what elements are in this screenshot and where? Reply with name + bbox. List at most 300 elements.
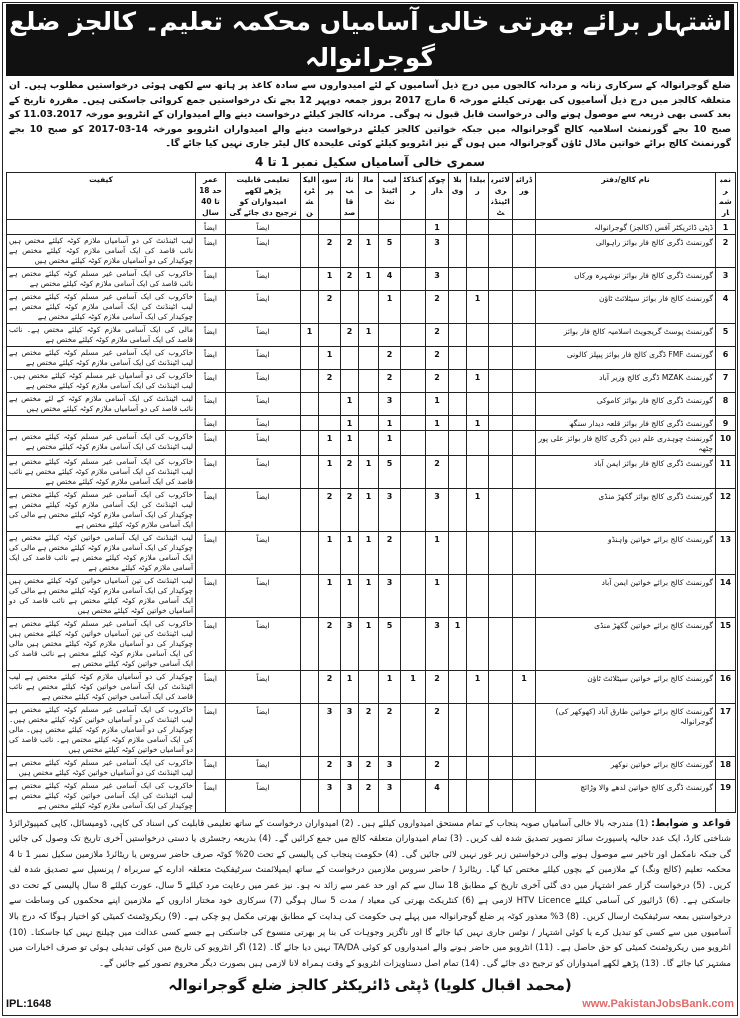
vacancy-count — [301, 455, 319, 488]
column-header: سویپر — [319, 172, 341, 219]
row-number: 4 — [716, 290, 736, 323]
vacancy-count — [467, 574, 489, 617]
column-header: بیلدار — [467, 172, 489, 219]
watermark: www.PakistanJobsBank.com — [582, 998, 734, 1011]
ipl-number: IPL:1648 — [6, 998, 52, 1011]
vacancy-count: 1 — [359, 234, 379, 267]
college-name: گورنمنٹ کالج برائے خواتین ایمن آباد — [536, 574, 716, 617]
table-row — [7, 670, 736, 703]
table-row — [7, 617, 736, 670]
vacancy-count — [489, 430, 513, 455]
column-header: الیکٹریشن — [301, 172, 319, 219]
vacancy-count — [467, 756, 489, 779]
vacancy-count — [401, 703, 426, 756]
remarks-cell: لیب اٹینڈنٹ کی ایک آسامی خواتین کوٹہ کیلئے مختص ہے چوکیدار کی ایک آسامی ملازم کوٹہ کیلئے مختص ہے مالی کی ایک آسامی ملازم کوٹہ کیلئے مختص ہے نائب قاصد کی ایک آسامی ملازم کوٹہ کیلئے مختص ہے — [7, 531, 196, 574]
college-name: گورنمنٹ کالج برائے خواتین سیٹلائٹ ٹاؤن — [536, 670, 716, 703]
remarks-cell: خاکروب کی ایک آسامی غیر مسلم کوٹہ کیلئے مختص ہے لیب اٹینڈنٹ کی ایک آسامی خواتین کوٹہ کیلئے مختص ہے چوکیدار کی ایک آسامی ملازم کوٹہ کیلئے مختص ہے — [7, 779, 196, 812]
vacancy-count — [513, 346, 536, 369]
vacancy-count — [359, 290, 379, 323]
vacancy-count: 1 — [426, 392, 449, 415]
vacancy-count — [467, 430, 489, 455]
vacancy-count: 2 — [359, 756, 379, 779]
vacancy-count — [379, 323, 401, 346]
table-row — [7, 392, 736, 415]
college-name: گورنمنٹ FMF ڈگری کالج فار بوائز پیپلز کالونی — [536, 346, 716, 369]
age-cell: ایضاً — [196, 455, 226, 488]
vacancy-count: 2 — [319, 670, 341, 703]
remarks-cell: خاکروب کی ایک آسامی غیر مسلم کوٹہ کیلئے مختص ہے لیب اٹینڈنٹ کی دو آسامیاں خواتین کوٹہ کیلئے مختص ہیں۔ چوکیدار کی دو آسامیاں ملازم کوٹہ کیلئے مختص ہیں۔ مالی کی ایک آسامی ملازم کوٹہ کیلئے مختص ہے۔ نائب قاصد کی دو آسامیاں خواتین کوٹہ کیلئے مختص ہیں — [7, 703, 196, 756]
vacancy-count: 2 — [379, 703, 401, 756]
remarks-cell: خاکروب کی ایک آسامی غیر مسلم کوٹہ کیلئے مختص ہے لیب اٹینڈنٹ کی دو آسامیاں خواتین کوٹہ کیلئے مختص ہیں — [7, 756, 196, 779]
vacancy-count: 1 — [467, 415, 489, 430]
remarks-cell: لیب اٹینڈنٹ کی دو آسامیاں ملازم کوٹہ کیلئے مختص ہیں نائب قاصد کی ایک آسامی ملازم کوٹہ کیلئے مختص ہے چوکیدار کی دو آسامیاں ملازم کوٹہ کیلئے مختص ہیں — [7, 234, 196, 267]
vacancy-count — [513, 415, 536, 430]
vacancy-count: 2 — [319, 617, 341, 670]
vacancy-count: 2 — [319, 369, 341, 392]
vacancy-count — [489, 415, 513, 430]
vacancy-count — [467, 779, 489, 812]
column-header: لائبریری اٹینڈنٹ — [489, 172, 513, 219]
vacancy-count: 4 — [426, 779, 449, 812]
vacancy-count: 1 — [359, 323, 379, 346]
column-header: نمبر شمار — [716, 172, 736, 219]
vacancy-count — [513, 574, 536, 617]
row-number: 17 — [716, 703, 736, 756]
education-cell: ایضاً — [226, 574, 301, 617]
vacancy-count: 3 — [379, 574, 401, 617]
row-number: 12 — [716, 488, 736, 531]
vacancy-count: 3 — [379, 779, 401, 812]
age-cell: ایضاً — [196, 430, 226, 455]
vacancy-count — [513, 219, 536, 234]
college-name: گورنمنٹ ڈگری کالج فار بوائز کاموکی — [536, 392, 716, 415]
table-row — [7, 369, 736, 392]
vacancy-count — [401, 779, 426, 812]
age-cell: ایضاً — [196, 392, 226, 415]
vacancy-count — [449, 234, 467, 267]
age-cell: ایضاً — [196, 617, 226, 670]
vacancy-count: 2 — [359, 779, 379, 812]
table-row — [7, 703, 736, 756]
table-row — [7, 779, 736, 812]
column-header: کنڈکٹر — [401, 172, 426, 219]
age-cell: ایضاً — [196, 290, 226, 323]
vacancy-count — [513, 779, 536, 812]
vacancy-count — [449, 703, 467, 756]
vacancy-count — [467, 234, 489, 267]
college-name: گورنمنٹ کالج برائے خواتین گکھڑ منڈی — [536, 617, 716, 670]
vacancy-count — [489, 392, 513, 415]
row-number: 19 — [716, 779, 736, 812]
vacancy-count: 1 — [467, 670, 489, 703]
column-header: بلاوی — [449, 172, 467, 219]
vacancy-count — [489, 267, 513, 290]
college-name: گورنمنٹ ڈگری کالج خواتین لدھے والا وڑائچ — [536, 779, 716, 812]
vacancy-count: 2 — [426, 290, 449, 323]
rules-heading: قواعد و ضوابط: — [651, 817, 732, 829]
vacancy-count: 2 — [341, 323, 359, 346]
age-cell: ایضاً — [196, 323, 226, 346]
vacancy-count: 1 — [379, 415, 401, 430]
vacancy-count: 3 — [341, 617, 359, 670]
college-name: گورنمنٹ کالج برائے خواتین طارق آباد (کھوکھر کی) گوجرانوالہ — [536, 703, 716, 756]
vacancy-count: 2 — [341, 234, 359, 267]
vacancy-count: 2 — [341, 267, 359, 290]
table-header-row — [7, 172, 736, 219]
vacancy-count — [449, 290, 467, 323]
education-cell: ایضاً — [226, 415, 301, 430]
vacancy-count — [379, 219, 401, 234]
age-cell: ایضاً — [196, 531, 226, 574]
vacancy-count — [449, 756, 467, 779]
table-row — [7, 430, 736, 455]
vacancy-count — [426, 430, 449, 455]
vacancy-count — [301, 779, 319, 812]
vacancy-count — [301, 267, 319, 290]
remarks-cell: مالی کی ایک آسامی ملازم کوٹہ کیلئے مختص ہے۔ نائب قاصد کی ایک آسامی ملازم کوٹہ کیلئے مختص ہے — [7, 323, 196, 346]
vacancy-count — [467, 267, 489, 290]
vacancy-count — [301, 430, 319, 455]
vacancy-count — [341, 369, 359, 392]
vacancy-count: 3 — [341, 703, 359, 756]
vacancy-count: 1 — [513, 670, 536, 703]
vacancy-count — [359, 369, 379, 392]
vacancy-count: 1 — [341, 574, 359, 617]
vacancy-count — [401, 430, 426, 455]
vacancy-count: 1 — [379, 430, 401, 455]
vacancy-count: 1 — [341, 415, 359, 430]
education-cell: ایضاً — [226, 290, 301, 323]
vacancy-count — [319, 392, 341, 415]
college-name: گورنمنٹ ڈگری کالج بوائز گکھڑ منڈی — [536, 488, 716, 531]
vacancy-count: 1 — [359, 267, 379, 290]
vacancy-count — [359, 392, 379, 415]
vacancy-count — [489, 779, 513, 812]
vacancy-count: 1 — [359, 455, 379, 488]
table-row — [7, 323, 736, 346]
age-cell: ایضاً — [196, 415, 226, 430]
vacancy-count: 3 — [319, 703, 341, 756]
education-cell: ایضاً — [226, 346, 301, 369]
vacancy-count — [301, 369, 319, 392]
vacancy-count — [449, 346, 467, 369]
vacancy-count — [467, 392, 489, 415]
remarks-cell: خاکروب کی ایک آسامی غیر مسلم کوٹہ کیلئے مختص ہے لیب اٹینڈنٹ کی ایک آسامی ملازم کوٹہ کیلئے مختص ہے — [7, 346, 196, 369]
college-name: گورنمنٹ ڈگری کالج فار بوائز نوشہرہ ورکاں — [536, 267, 716, 290]
vacancy-count: 1 — [319, 574, 341, 617]
college-name: گورنمنٹ ڈگری کالج فار بوائز ایمن آباد — [536, 455, 716, 488]
vacancy-count — [449, 430, 467, 455]
remarks-cell: چوکیدار کی دو آسامیاں ملازم کوٹہ کیلئے مختص ہے لیب اٹینڈنٹ کی ایک آسامی خواتین کوٹہ کیلئے مختص ہے نائب قاصد کی ایک آسامی خواتین کوٹہ کیلئے مختص ہے — [7, 670, 196, 703]
vacancy-count: 2 — [379, 369, 401, 392]
vacancy-count — [449, 574, 467, 617]
ad-intro: ضلع گوجرانوالہ کے سرکاری زنانہ و مردانہ کالجوں میں درج ذیل آسامیوں کے لئے امیدواروں سے سادہ کاغذ پر ہاتھ سے لکھی ہوئی درخواستیں مطلوب ہیں۔ ان متعلقہ کالجز میں درج ذیل آسامیوں کی بھرتی کیلئے مورخہ 6 مارچ 2017 بروز جمعہ دوپہر 12 بجے تک درخواستیں جمع کروائی جاسکتی ہیں۔ مقررہ تاریخ کے بعد کسی بھی ذریعہ سے موصول ہونے والی درخواست قابل قبول نہ ہوگی۔ مردانہ کالجز کیلئے درخواست دینے والے امیدواران کے انٹرویو مورخہ 11.03.2017 کو صبح 10 بجے گورنمنٹ اسلامیہ کالج گوجرانوالہ میں جبکہ خواتین کالجز کیلئے درخواست دینے والے امیدواران انٹرویو مورخہ 14-03-2017 کو صبح 10 بجے گورنمنٹ کالج برائے خواتین ماڈل ٹاؤن گوجرانوالہ میں ہوں گے نیز انٹرویو کیلئے کوئی علیحدہ کال لیٹر جاری نہیں کیا جائے گا۔ — [9, 80, 732, 149]
vacancy-count: 3 — [426, 617, 449, 670]
row-number: 11 — [716, 455, 736, 488]
age-cell: ایضاً — [196, 234, 226, 267]
vacancy-count — [449, 267, 467, 290]
vacancy-count: 1 — [301, 323, 319, 346]
vacancy-count — [449, 219, 467, 234]
vacancy-count: 2 — [319, 290, 341, 323]
vacancies-table — [6, 172, 736, 813]
row-number: 6 — [716, 346, 736, 369]
vacancy-count: 1 — [379, 670, 401, 703]
vacancy-count: 1 — [426, 415, 449, 430]
vacancy-count — [467, 617, 489, 670]
vacancy-count: 3 — [341, 779, 359, 812]
vacancy-count — [489, 346, 513, 369]
table-row — [7, 574, 736, 617]
column-header: نام کالج/دفتر — [536, 172, 716, 219]
rules-section — [9, 816, 731, 973]
vacancy-count — [301, 756, 319, 779]
vacancy-count: 2 — [319, 234, 341, 267]
vacancy-count — [401, 267, 426, 290]
age-cell: ایضاً — [196, 488, 226, 531]
vacancy-count — [401, 531, 426, 574]
vacancy-count: 2 — [359, 703, 379, 756]
vacancy-count — [513, 323, 536, 346]
vacancy-count: 2 — [426, 323, 449, 346]
vacancy-count — [489, 290, 513, 323]
column-header: مالی — [359, 172, 379, 219]
vacancy-count — [301, 488, 319, 531]
vacancy-count: 1 — [426, 219, 449, 234]
vacancy-count — [401, 323, 426, 346]
education-cell: ایضاً — [226, 323, 301, 346]
vacancy-count: 2 — [426, 346, 449, 369]
vacancy-count — [449, 531, 467, 574]
education-cell: ایضاً — [226, 779, 301, 812]
vacancy-count — [449, 369, 467, 392]
vacancy-count — [513, 455, 536, 488]
row-number: 13 — [716, 531, 736, 574]
advertisement-frame — [2, 2, 738, 1016]
age-cell: ایضاً — [196, 346, 226, 369]
remarks-cell: خاکروب کی دو آسامیاں غیر مسلم کوٹہ کیلئے مختص ہیں۔ لیب اٹینڈنٹ کی ایک آسامی ملازم کوٹہ کیلئے مختص ہے — [7, 369, 196, 392]
column-header: تعلیمی قابلیت پڑھے لکھے امیدواران کو ترجیح دی جائے گی — [226, 172, 301, 219]
vacancy-count — [359, 415, 379, 430]
vacancy-count — [467, 346, 489, 369]
vacancy-count: 1 — [467, 290, 489, 323]
vacancy-count: 5 — [379, 617, 401, 670]
education-cell: ایضاً — [226, 455, 301, 488]
vacancy-count: 1 — [467, 488, 489, 531]
vacancy-count — [489, 455, 513, 488]
education-cell: ایضاً — [226, 219, 301, 234]
vacancy-count: 1 — [401, 670, 426, 703]
table-subtitle: سمری خالی آسامیاں سکیل نمبر 1 تا 4 — [255, 154, 485, 169]
vacancy-count — [489, 670, 513, 703]
vacancy-count — [489, 488, 513, 531]
vacancy-count — [301, 392, 319, 415]
vacancy-count: 2 — [379, 531, 401, 574]
vacancy-count — [449, 779, 467, 812]
vacancy-count: 2 — [426, 455, 449, 488]
vacancy-count — [467, 219, 489, 234]
row-number: 16 — [716, 670, 736, 703]
vacancy-count: 2 — [426, 369, 449, 392]
college-name: گورنمنٹ MZAK ڈگری کالج وزیر آباد — [536, 369, 716, 392]
vacancy-count: 3 — [319, 779, 341, 812]
vacancy-count: 1 — [341, 430, 359, 455]
vacancy-count: 1 — [341, 531, 359, 574]
remarks-cell: خاکروب کی ایک آسامی غیر مسلم کوٹہ کیلئے مختص ہے لیب اٹینڈنٹ کی ایک آسامی ملازم کوٹہ کیلئے مختص ہے چوکیدار کی ایک آسامی ملازم کوٹہ کیلئے مختص ہے — [7, 290, 196, 323]
vacancy-count — [401, 346, 426, 369]
vacancy-count — [513, 234, 536, 267]
row-number: 1 — [716, 219, 736, 234]
vacancy-count — [319, 219, 341, 234]
vacancy-count: 1 — [359, 574, 379, 617]
vacancy-count: 1 — [426, 531, 449, 574]
row-number: 14 — [716, 574, 736, 617]
column-header: کیفیت — [7, 172, 196, 219]
vacancy-count — [489, 219, 513, 234]
vacancy-count: 2 — [341, 455, 359, 488]
row-number: 10 — [716, 430, 736, 455]
vacancy-count — [401, 756, 426, 779]
vacancy-count: 1 — [341, 392, 359, 415]
vacancy-count — [359, 670, 379, 703]
vacancy-count — [301, 290, 319, 323]
vacancy-count — [489, 703, 513, 756]
education-cell: ایضاً — [226, 488, 301, 531]
column-header: چوکیدار — [426, 172, 449, 219]
vacancy-count: 3 — [341, 756, 359, 779]
education-cell: ایضاً — [226, 267, 301, 290]
remarks-cell: خاکروب کی ایک آسامی غیر مسلم کوٹہ کیلئے مختص ہے لیب اٹینڈنٹ کی ایک آسامی ملازم کوٹہ کیلئے مختص ہے چوکیدار کی ایک آسامی ملازم کوٹہ کیلئے مختص ہے مالی کی ایک آسامی ملازم کوٹہ کیلئے مختص ہے — [7, 488, 196, 531]
age-cell: ایضاً — [196, 670, 226, 703]
age-cell: ایضاً — [196, 779, 226, 812]
vacancy-count — [489, 323, 513, 346]
vacancy-count — [301, 574, 319, 617]
vacancy-count — [513, 290, 536, 323]
vacancy-count — [513, 703, 536, 756]
table-row — [7, 267, 736, 290]
vacancy-count — [401, 369, 426, 392]
vacancy-count — [449, 415, 467, 430]
vacancy-count: 3 — [379, 756, 401, 779]
vacancy-count — [489, 234, 513, 267]
vacancy-count — [319, 415, 341, 430]
table-row — [7, 290, 736, 323]
college-name: گورنمنٹ کالج برائے خواتین نوکھر — [536, 756, 716, 779]
vacancy-count — [341, 346, 359, 369]
vacancy-count — [301, 617, 319, 670]
row-number: 5 — [716, 323, 736, 346]
education-cell: ایضاً — [226, 392, 301, 415]
column-header: نائب قاصد — [341, 172, 359, 219]
education-cell: ایضاً — [226, 756, 301, 779]
vacancy-count: 3 — [379, 392, 401, 415]
remarks-cell: خاکروب کی ایک آسامی غیر مسلم کوٹہ کیلئے مختص ہے لیب اٹینڈنٹ کی ایک آسامی ملازم کوٹہ کیلئے مختص ہے — [7, 430, 196, 455]
college-name: گورنمنٹ چوہدری علم دین ڈگری کالج فار بوائز علی پور چٹھہ — [536, 430, 716, 455]
vacancy-count — [301, 234, 319, 267]
vacancy-count — [401, 392, 426, 415]
signature: (محمد اقبال کلویا) ڈپٹی ڈائریکٹر کالجز ضلع گوجرانوالہ — [168, 976, 572, 995]
vacancy-count: 1 — [359, 531, 379, 574]
row-number: 2 — [716, 234, 736, 267]
vacancy-count — [401, 574, 426, 617]
vacancy-count — [513, 430, 536, 455]
education-cell: ایضاً — [226, 234, 301, 267]
vacancy-count: 2 — [341, 488, 359, 531]
vacancy-count: 5 — [379, 234, 401, 267]
age-cell: ایضاً — [196, 219, 226, 234]
vacancy-count — [467, 455, 489, 488]
rules-text: (1) مندرجہ بالا خالی آسامیاں صوبہ پنجاب کے تمام مستحق امیدواروں کیلئے ہیں۔ (2) امیدواران درخواست کے ساتھ تعلیمی قابلیت کی اسناد کی کاپی، ڈومیسائل، کاپی کمپیوٹرائزڈ شناختی کارڈ، ایک عدد حالیہ پاسپورٹ سائز تصویر تصدیق شدہ لف کریں۔ (3) تمام امیدواران متعلقہ کالج میں جمع کرائیں گے۔ (4) بذریعہ رجسٹری یا دستی درخواستیں آخری تاریخ تک وصول کی جائیں گی جبکہ نامکمل اور تاخیر سے موصول ہونے والی درخواستیں زیر غور نہیں لائی جائیں گی۔ (4) حکومت پنجاب کی پالیسی کے تحت 20% کوٹہ صرف حاضر سروس یا ریٹائرڈ ملازمین سکیل نمبر 1 تا 4 محکمہ تعلیم (کالج ونگ) کے ملازمین کے بچوں کیلئے مختص کیا گیا۔ ریٹائرڈ / حاضر سروس ملازمین درخواست کے ساتھ ایمپلائمنٹ سرٹیفکیٹ متعلقہ ادارے کے سربراہ / پرنسپل سے تصدیق شدہ لف کریں۔ (5) درخواست گزار عمر اشتہار میں دی گئی آخری تاریخ کے مطابق 18 سال سے کم اور حد عمر سے زائد نہ ہو۔ نیز عمر میں رعایت مرد کیلئے 5 سال، عورت کیلئے 8 سال پالیسی کے تحت دی جاسکتی ہے۔ (6) ڈرائیور کی آسامی کیلئے HTV Licence لازمی ہے (6) کنٹریکٹ بھرتی کی معیاد / مدت 5 سال ہوگی (7) سرکاری خود مختار اداروں کے ملازمین اپنے محکموں کی وساطت سے درخواستیں بمعہ سرٹیفکیٹ ارسال کریں۔ (8) 3% معذور کوٹہ پر ضلع گوجرانوالہ میں پہلے ہی حکومت کی ہدایت کے مطابق بھرتی مکمل ہو چکی ہے۔ (9) ریکروٹمنٹ کمیٹی کو اختیار ہوگا کہ درج بالا آسامیوں میں سے کسی کو تبدیل کرے یا کوئی اشتہار / نوٹس جاری نہیں کیا جائے گا اور ناگزیر وجوہات کی بنا پر بھرتی منسوخ کی جاسکتی ہے جسے کسی عدالت میں چیلنج نہیں کیا جاسکتا۔ (10) انٹرویو میں ریکروٹمنٹ کمیٹی کو حق حاصل ہے۔ (11) انٹرویو میں حاضر ہونے والے امیدواروں کو کوئی TA/DA نہیں دیا جائے گا۔ (12) اگر انٹرویو کی تاریخ میں کوئی تبدیلی ہوئی تو صرف اخبارات میں مشتہر کیا جائے گا۔ (13) پڑھے لکھے امیدواران کو ترجیح دی جائے گی۔ (14) تمام اصل دستاویزات انٹرویو کے وقت ہمراہ لانا لازمی ہیں بصورت دیگر محروم تصور کیے جائیں گے۔ — [9, 818, 732, 969]
table-row — [7, 346, 736, 369]
remarks-cell: خاکروب کی ایک آسامی غیر مسلم کوٹہ کیلئے مختص ہے لیب اٹینڈنٹ کی ایک آسامی ملازم کوٹہ کیلئے مختص ہے نائب قاصد کی ایک آسامی ملازم کوٹہ کیلئے مختص ہے — [7, 455, 196, 488]
remarks-cell: لیب اٹینڈنٹ کی ایک آسامی ملازم کوٹہ کے لئے مختص ہے نائب قاصد کی دو آسامیاں ملازم کوٹہ کیلئے مختص ہیں — [7, 392, 196, 415]
vacancy-count — [301, 531, 319, 574]
vacancy-count — [449, 670, 467, 703]
vacancy-count: 2 — [319, 488, 341, 531]
vacancy-count: 1 — [319, 430, 341, 455]
vacancy-count — [513, 756, 536, 779]
vacancy-count — [359, 430, 379, 455]
vacancy-count — [359, 219, 379, 234]
vacancy-count — [301, 346, 319, 369]
college-name: گورنمنٹ ڈگری کالج فار بوائز قلعہ دیدار سنگھ — [536, 415, 716, 430]
table-row — [7, 234, 736, 267]
vacancy-count — [401, 488, 426, 531]
age-cell: ایضاً — [196, 574, 226, 617]
column-header: ڈرائیور — [513, 172, 536, 219]
vacancy-count — [401, 219, 426, 234]
vacancy-count: 1 — [467, 369, 489, 392]
vacancy-count — [513, 531, 536, 574]
vacancy-count: 2 — [426, 756, 449, 779]
table-row — [7, 219, 736, 234]
vacancy-count — [449, 392, 467, 415]
vacancy-count — [467, 703, 489, 756]
vacancy-count: 3 — [379, 488, 401, 531]
vacancy-count — [301, 670, 319, 703]
row-number: 3 — [716, 267, 736, 290]
vacancy-count: 1 — [379, 290, 401, 323]
vacancy-count: 1 — [319, 346, 341, 369]
vacancy-count: 2 — [379, 346, 401, 369]
vacancy-count: 1 — [449, 617, 467, 670]
vacancy-count: 1 — [319, 267, 341, 290]
education-cell: ایضاً — [226, 703, 301, 756]
vacancy-count — [301, 703, 319, 756]
table-row — [7, 756, 736, 779]
vacancy-count — [401, 290, 426, 323]
remarks-cell: خاکروب کی ایک آسامی غیر مسلم کوٹہ کیلئے مختص ہے نائب قاصد کی ایک آسامی ملازم کوٹہ کیلئے مختص ہے — [7, 267, 196, 290]
vacancy-count — [449, 455, 467, 488]
table-row — [7, 415, 736, 430]
vacancy-count: 3 — [426, 267, 449, 290]
table-row — [7, 488, 736, 531]
vacancy-count: 1 — [341, 670, 359, 703]
vacancy-count — [341, 219, 359, 234]
row-number: 18 — [716, 756, 736, 779]
age-cell: ایضاً — [196, 369, 226, 392]
education-cell: ایضاً — [226, 369, 301, 392]
row-number: 15 — [716, 617, 736, 670]
remarks-cell — [7, 415, 196, 430]
vacancy-count — [513, 392, 536, 415]
college-name: گورنمنٹ کالج برائے خواتین واہنڈو — [536, 531, 716, 574]
vacancy-count — [401, 415, 426, 430]
vacancy-count — [489, 369, 513, 392]
vacancy-count — [449, 488, 467, 531]
age-cell: ایضاً — [196, 703, 226, 756]
remarks-cell — [7, 219, 196, 234]
